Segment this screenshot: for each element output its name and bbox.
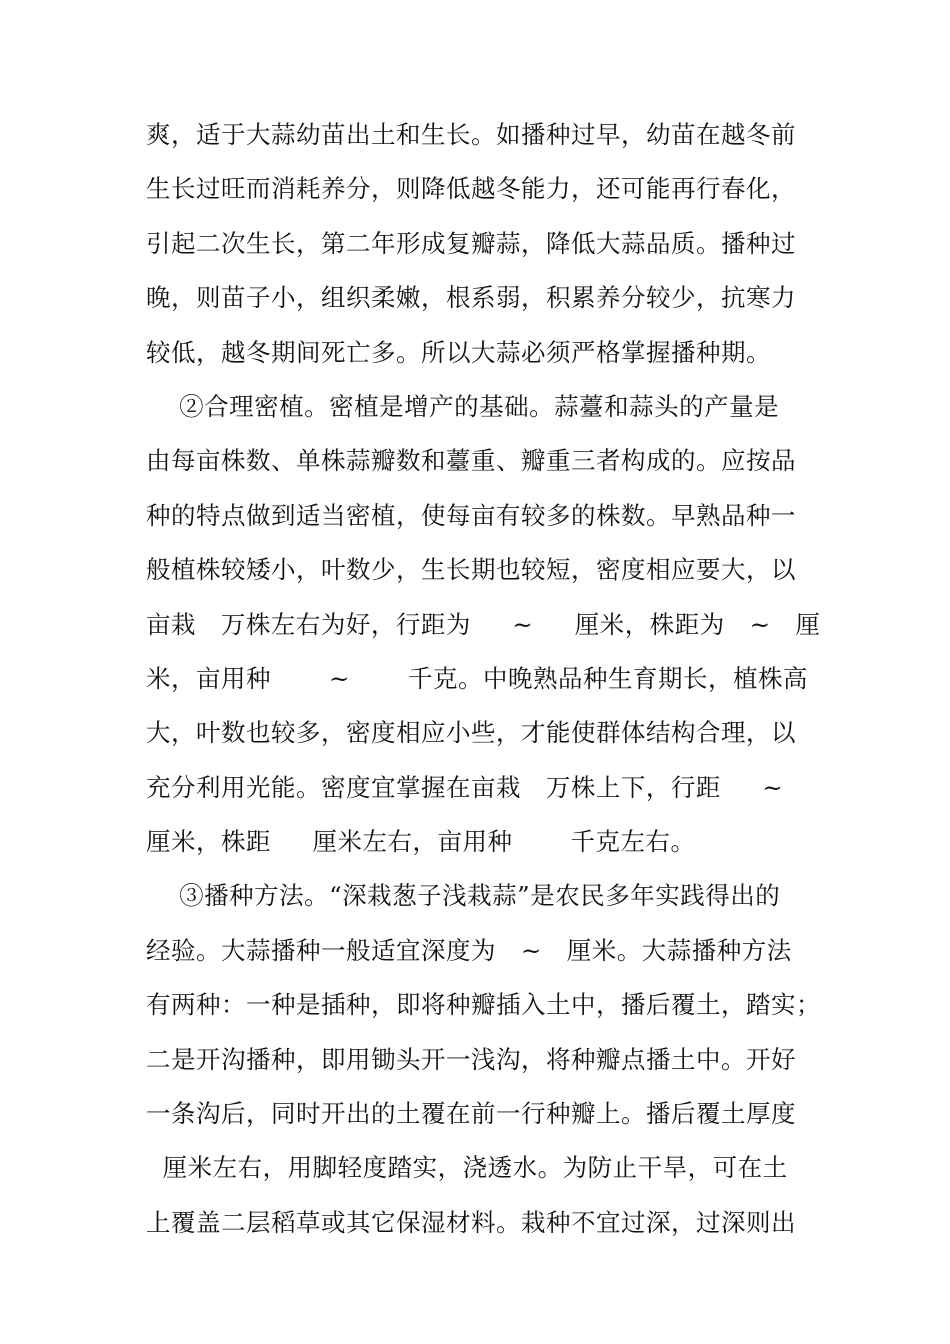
text-line: 经验。大蒜播种一般适宜深度为 ~ 厘米。大蒜播种方法 <box>146 935 792 965</box>
text-line: 厘米左右，用脚轻度踏实，浇透水。为防止干旱，可在土 <box>146 1153 788 1183</box>
text-line: 较低，越冬期间死亡多。所以大蒜必须严格掌握播种期。 <box>146 337 771 367</box>
text-line: 种的特点做到适当密植，使每亩有较多的株数。早熟品种一 <box>146 500 796 530</box>
text-line: 晚，则苗子小，组织柔嫩，根系弱，积累养分较少，抗寒力 <box>146 283 796 313</box>
text-line: 亩栽 万株左右为好，行距为 ~ 厘米，株距为 ~ 厘 <box>146 609 821 639</box>
text-line: 充分利用光能。密度宜掌握在亩栽 万株上下，行距 ~ <box>146 772 784 802</box>
text-line: 米，亩用种 ~ 千克。中晚熟品种生育期长，植株高 <box>146 663 809 693</box>
text-line: 由每亩株数、单株蒜瓣数和薹重、瓣重三者构成的。应按品 <box>146 446 796 476</box>
text-line: 引起二次生长，第二年形成复瓣蒜，降低大蒜品质。播种过 <box>146 228 796 258</box>
text-line: 二是开沟播种，即用锄头开一浅沟，将种瓣点播土中。开好 <box>146 1044 796 1074</box>
paragraph-start-line: ②合理密植。密植是增产的基础。蒜薹和蒜头的产量是 <box>146 391 780 421</box>
paragraph-start-line: ③播种方法。“深栽葱子浅栽蒜”是农民多年实践得出的 <box>146 881 781 911</box>
text-line: 生长过旺而消耗养分，则降低越冬能力，还可能再行春化， <box>146 174 796 204</box>
text-line: 有两种：一种是插种，即将种瓣插入土中，播后覆土，踏实； <box>146 990 821 1020</box>
text-line: 爽，适于大蒜幼苗出土和生长。如播种过早，幼苗在越冬前 <box>146 120 796 149</box>
body-text <box>146 108 821 1250</box>
text-line: 一条沟后，同时开出的土覆在前一行种瓣上。播后覆土厚度 <box>146 1099 796 1129</box>
text-line: 上覆盖二层稻草或其它保湿材料。栽种不宜过深，过深则出 <box>146 1207 796 1237</box>
text-line: 般植株较矮小，叶数少，生长期也较短，密度相应要大，以 <box>146 555 796 585</box>
text-line: 大，叶数也较多，密度相应小些，才能使群体结构合理，以 <box>146 718 796 748</box>
text-line: 厘米，株距 厘米左右，亩用种 千克左右。 <box>146 827 696 857</box>
